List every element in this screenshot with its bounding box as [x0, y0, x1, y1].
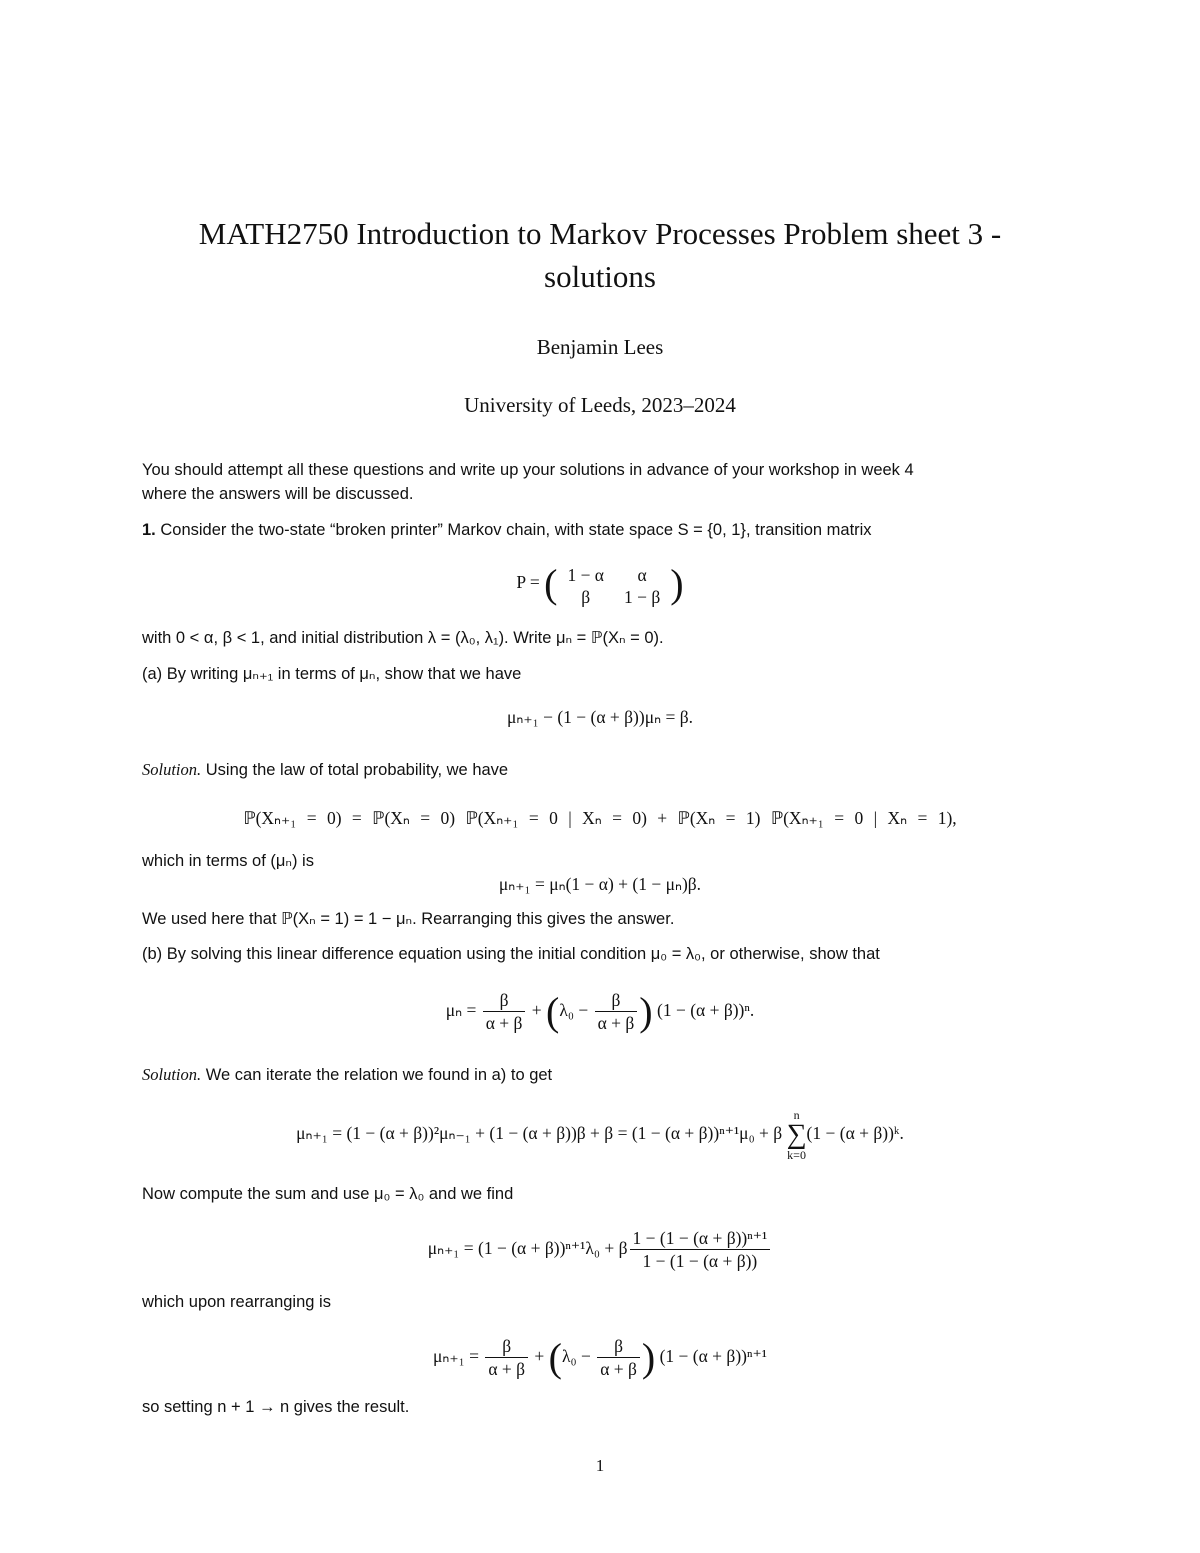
fraction: [483, 989, 526, 1034]
fraction-denominator: 1 − (1 − (α + β)): [642, 1251, 758, 1272]
fraction: [595, 989, 638, 1034]
closing-text: so setting n + 1 → n gives the result.: [142, 1398, 410, 1416]
final-tail: (1 − (α + β))ⁿ⁺¹: [659, 1346, 767, 1366]
question-1-text: Consider the two-state “broken printer” Markov chain, with state space S = {0, 1}, transition matrix: [160, 521, 872, 539]
result-lhs: μₙ =: [445, 1000, 477, 1020]
matrix-cell: 1 − α: [567, 564, 604, 585]
total-probability-equation: ℙ(Xₙ₊₁ = 0) = ℙ(Xₙ = 0) ℙ(Xₙ₊₁ = 0 | Xₙ = 0) + ℙ(Xₙ = 1) ℙ(Xₙ₊₁ = 0 | Xₙ = 1),: [243, 808, 957, 828]
part-a-text: By writing μₙ₊₁ in terms of μₙ, show that we have: [166, 665, 522, 683]
fraction: [630, 1227, 771, 1272]
fraction: [485, 1335, 528, 1380]
solution-label: Solution.: [142, 760, 202, 779]
rearrange-text: which upon rearranging is: [142, 1293, 331, 1311]
part-a-prompt: [142, 662, 521, 686]
paper-title: MATH2750 Introduction to Markov Processes Problem sheet 3 - solutions: [198, 216, 1002, 294]
intro-line-2: where the answers will be discussed.: [142, 485, 414, 503]
matrix-lhs: P =: [516, 572, 540, 592]
fraction-denominator: α + β: [600, 1359, 637, 1380]
fraction-denominator: α + β: [597, 1013, 635, 1034]
fraction-numerator: β: [595, 989, 638, 1012]
affiliation: University of Leeds, 2023–2024: [464, 393, 736, 417]
part-a-solution-line: [142, 758, 508, 782]
solution-text: Using the law of total probability, we have: [205, 761, 509, 779]
part-b-text: By solving this linear difference equation using the initial condition μ₀ = λ₀, or otherwise, show that: [166, 945, 880, 963]
question-1-prompt: [142, 518, 872, 542]
fraction-numerator: β: [597, 1335, 640, 1358]
matrix-cell: α: [637, 564, 647, 585]
lambda-term: λ₀ −: [559, 1000, 589, 1020]
lambda-term: λ₀ −: [561, 1346, 591, 1366]
matrix-cell: β: [581, 586, 591, 607]
used-text: We used here that ℙ(Xₙ = 1) = 1 − μₙ. Rearranging this gives the answer.: [142, 910, 675, 928]
author-name: Benjamin Lees: [536, 335, 664, 359]
fraction-numerator: β: [483, 989, 526, 1012]
sum-term: (1 − (α + β))ᵏ.: [806, 1123, 904, 1143]
transition-matrix-equation: P = ( 1 − α α β 1 − β ): [0, 556, 1200, 610]
sum-upper-limit: n: [793, 1107, 800, 1122]
result-tail: (1 − (α + β))ⁿ.: [657, 1000, 755, 1020]
iterate-lhs: μₙ₊₁ = (1 − (α + β))²μₙ₋₁ + (1 − (α + β))β + β = (1 − (α + β))ⁿ⁺¹μ₀ + β: [296, 1123, 783, 1143]
final-equation: μₙ₊₁ = $\frac{\beta}{\alpha + \beta}$ + (λ₀ − $\frac{\beta}{\alpha + \beta}$ ) (1 − (α + β))ⁿ⁺¹: [433, 1334, 767, 1380]
part-b-label: (b): [142, 945, 163, 963]
which-text: which in terms of (μₙ) is: [142, 852, 314, 870]
solution-text: We can iterate the relation we found in a) to get: [205, 1066, 553, 1084]
solution-label: Solution.: [142, 1065, 202, 1084]
sigma-symbol: ∑: [786, 1118, 807, 1150]
iterate-equation: [0, 1106, 1200, 1162]
conditions-text: with 0 < α, β < 1, and initial distribution λ = (λ₀, λ₁). Write μₙ = ℙ(Xₙ = 0).: [142, 629, 664, 647]
computed-lhs: μₙ₊₁ = (1 − (α + β))ⁿ⁺¹λ₀ + β: [427, 1238, 628, 1258]
part-b-result-equation: μₙ = $\frac{\beta}{\alpha + \beta}$ + (λ₀ − $\frac{\beta}{\alpha + \beta}$ ) (1 − (α + β))ⁿ.: [445, 988, 755, 1034]
summation: [787, 1108, 807, 1162]
final-lhs: μₙ₊₁ =: [433, 1346, 479, 1366]
page-number: 1: [595, 1456, 605, 1475]
computed-equation: [0, 1222, 1200, 1274]
transition-matrix: [557, 558, 670, 610]
fraction-numerator: 1 − (1 − (α + β))ⁿ⁺¹: [630, 1227, 771, 1250]
part-a-equation: μₙ₊₁ − (1 − (α + β))μₙ = β.: [507, 707, 693, 727]
part-b-prompt: [142, 942, 880, 966]
recurrence-equation: μₙ₊₁ = μₙ(1 − α) + (1 − μₙ)β.: [498, 874, 702, 894]
intro-line-1: You should attempt all these questions and write up your solutions in advance of your workshop in week 4: [142, 461, 914, 479]
part-a-label: (a): [142, 665, 163, 683]
fraction-denominator: α + β: [485, 1013, 523, 1034]
compute-text: Now compute the sum and use μ₀ = λ₀ and we find: [142, 1185, 514, 1203]
fraction: [597, 1335, 640, 1380]
fraction-numerator: β: [485, 1335, 528, 1358]
question-number: 1.: [142, 521, 156, 539]
fraction-denominator: α + β: [488, 1359, 526, 1380]
matrix-cell: 1 − β: [623, 586, 661, 607]
part-b-solution-line: [142, 1063, 552, 1087]
sum-lower-limit: k=0: [787, 1147, 806, 1162]
